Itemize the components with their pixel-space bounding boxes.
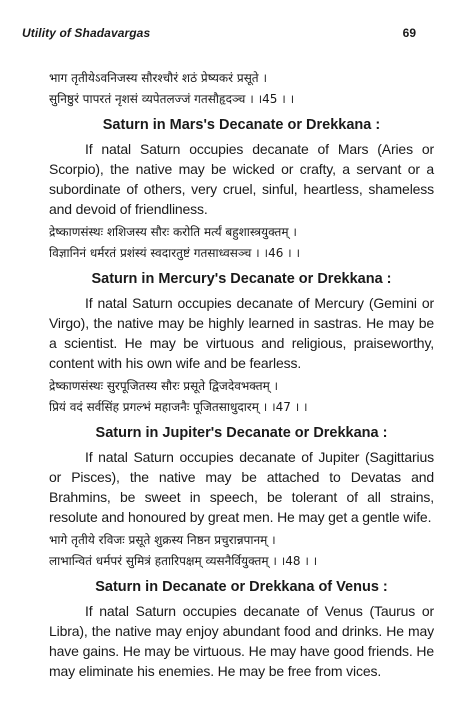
verse-line: भाग तृतीयेऽवनिजस्य सौरश्चौरं शठं प्रेष्यकरं प्रसूते ।	[49, 71, 268, 85]
paragraph-venus: If natal Saturn occupies decanate of Venus (Taurus or Libra), the native may enjoy abundant food and drinks. He may have gains. He may be virtuous. He may have good friends. He may eliminate his enemies. He may be free from vices.	[49, 603, 434, 679]
page-body	[49, 68, 434, 684]
paragraph-mercury: If natal Saturn occupies decanate of Mercury (Gemini or Virgo), the native may be highly learned in sastras. He may be a scientist. He may be virtuous and religious, praiseworthy, content with his own wife and be fearless.	[49, 295, 434, 371]
sanskrit-verse-47	[49, 376, 434, 418]
verse-line: लाभान्वितं धर्मपरं सुमित्रं हतारिपक्षम् व्यसनैर्वियुक्तम् । ।48 । ।	[49, 554, 318, 568]
running-title: Utility of Shadavargas	[22, 26, 151, 40]
section-heading-jupiter: Saturn in Jupiter's Decanate or Drekkana :	[95, 425, 388, 441]
verse-line: भागे तृतीये रविजः प्रसूते शुक्रस्य निष्ठन प्रचुरान्नपानम् ।	[49, 533, 276, 547]
sanskrit-verse-48	[49, 530, 434, 572]
verse-line: सुनिष्ठुरं पापरतं नृशसं व्यपेतलज्जं गतसौहृदञ्च । ।45 । ।	[49, 92, 295, 106]
section-heading-mars: Saturn in Mars's Decanate or Drekkana :	[102, 117, 381, 133]
paragraph-mars: If natal Saturn occupies decanate of Mars (Aries or Scorpio), the native may be wicked or crafty, a servant or a subordinate of others, very cruel, sinful, heartless, shameless and devoid of friendliness.	[49, 141, 434, 217]
page-number: 69	[402, 26, 416, 40]
sanskrit-verse-45	[49, 68, 434, 110]
section-heading-venus: Saturn in Decanate or Drekkana of Venus :	[95, 579, 388, 595]
verse-line: प्रियं वदं सर्वसिंह प्रगल्भं महाजनैः पूजितसाधुदारम् । ।47 । ।	[49, 400, 308, 414]
section-heading-mercury: Saturn in Mercury's Decanate or Drekkana :	[91, 271, 392, 287]
verse-line: विज्ञानिनं धर्मरतं प्रशंस्यं स्वदारतुष्टं गतसाध्वसञ्च । ।46 । ।	[49, 246, 301, 260]
verse-line: द्रेष्काणसंस्थः सुरपूजितस्य सौरः प्रसूते द्विजदेवभक्तम् ।	[49, 379, 279, 393]
paragraph-jupiter: If natal Saturn occupies decanate of Jupiter (Sagittarius or Pisces), the native may be attached to Devatas and Brahmins, be sweet in speech, be tolerant of all strains, resolute and honoured by great men. He may get a gentle wife.	[49, 449, 434, 525]
verse-line: द्रेष्काणसंस्थः शशिजस्य सौरः करोति मर्त्यं बहुशास्त्रयुक्तम् ।	[49, 225, 297, 239]
sanskrit-verse-46	[49, 222, 434, 264]
